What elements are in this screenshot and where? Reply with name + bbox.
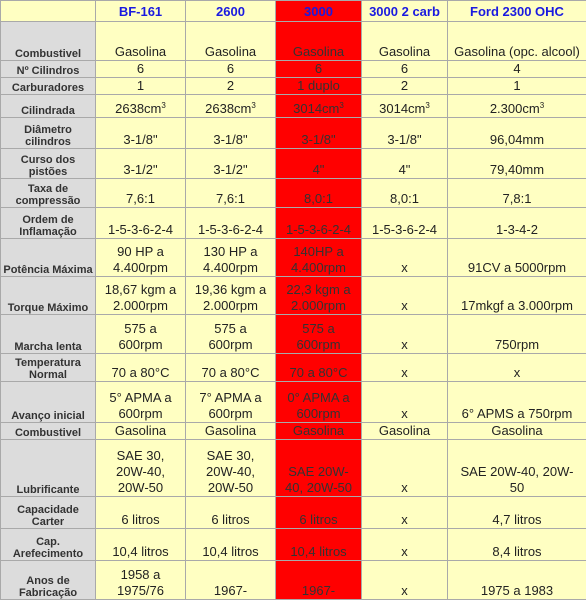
spec-cell-value: x [401,583,408,598]
spec-cell [96,208,186,239]
spec-cell [448,314,586,353]
spec-cell-value: 3014cm [293,100,340,116]
spec-cell-value: 6 [226,60,235,76]
spec-cell [96,117,186,149]
row-label: Carburadores [1,77,96,94]
spec-cell [96,22,186,61]
row-label: Combustivel [1,22,96,61]
spec-cell-value: 2638cm [115,100,162,116]
spec-cell [186,208,276,239]
spec-cell [448,561,586,600]
spec-cell [362,60,448,77]
spec-cell [186,60,276,77]
column-header-3000-2carb: 3000 2 carb [362,1,448,22]
spec-cell [448,117,586,149]
spec-cell-value: x [401,297,408,313]
spec-cell-value: 10,4 litros [112,544,169,560]
spec-cell-value: 575 a 600rpm [208,320,253,352]
spec-cell [276,497,362,529]
spec-cell-value: 17mkgf a 3.000rpm [460,297,573,313]
spec-cell-value: Gasolina [292,423,345,439]
row-label: Anos de Fabricação [1,561,96,600]
spec-cell [96,149,186,179]
spec-cell-value: 4" [398,161,411,177]
spec-cell-value: x [401,336,408,352]
spec-cell-value: Gasolina [292,43,345,59]
spec-row [1,208,586,239]
spec-cell [448,277,586,315]
spec-cell [96,314,186,353]
spec-cell-value: 10,4 litros [202,544,259,560]
spec-cell [362,277,448,315]
spec-cell-value: 4,7 litros [492,511,542,527]
spec-cell [448,77,586,94]
spec-cell-value: 91CV a 5000rpm [467,260,567,276]
spec-cell [362,22,448,61]
spec-cell-value: SAE 20W- 40, 20W-50 [285,464,352,496]
spec-cell [362,497,448,529]
spec-cell-value: 1 [136,78,145,94]
cubic-superscript: 3 [161,100,166,110]
spec-cell-value: Gasolina [114,423,167,439]
spec-cell-value: x [401,260,408,276]
spec-cell [186,277,276,315]
spec-cell-value: 8,0:1 [390,191,419,207]
spec-cell-value: 6 litros [211,511,250,527]
spec-cell [276,353,362,381]
spec-cell [186,353,276,381]
spec-cell-value: 6° APMS a 750rpm [461,405,573,421]
spec-cell [96,277,186,315]
spec-cell [362,77,448,94]
row-label: Potência Máxima [1,238,96,277]
spec-cell-value: 3-1/8" [301,132,336,148]
spec-cell-value: 10,4 litros [290,544,347,560]
row-label: Curso dos pistões [1,149,96,179]
spec-cell-value: 8,4 litros [492,544,542,560]
row-label: Torque Máximo [1,277,96,315]
spec-row [1,22,586,61]
spec-cell-value: 2 [400,78,409,94]
spec-cell [448,440,586,497]
spec-cell-value: x [513,365,521,381]
row-label: Lubrificante [1,440,96,497]
spec-cell [362,117,448,149]
spec-cell-value: 3014cm [379,100,426,116]
spec-cell-value: x [401,511,408,527]
spec-row [1,77,586,94]
spec-cell [96,238,186,277]
spec-cell-value: 1958 a 1975/76 [117,567,164,598]
spec-cell-value: 3-1/2" [123,161,158,177]
spec-cell-value: 3-1/8" [123,132,158,148]
spec-cell-value: 575 a 600rpm [296,320,341,352]
spec-cell [276,178,362,208]
spec-cell [276,77,362,94]
spec-cell-value: 1-5-3-6-2-4 [285,221,352,237]
spec-cell [448,238,586,277]
spec-cell [186,440,276,497]
spec-cell [276,238,362,277]
spec-cell-value: 1967- [213,583,248,598]
cubic-superscript: 3 [539,100,545,110]
spec-cell [96,561,186,600]
spec-cell-value: 4 [513,60,521,76]
spec-cell [96,497,186,529]
spec-cell [448,382,586,423]
spec-cell [186,497,276,529]
column-header-2600: 2600 [186,1,276,22]
spec-cell-value: 2 [226,78,235,94]
spec-cell [362,238,448,277]
spec-cell-value: 70 a 80°C [111,365,170,381]
spec-cell [96,353,186,381]
spec-cell-value: 3-1/2" [213,161,248,177]
cubic-superscript: 3 [251,100,256,110]
spec-row [1,117,586,149]
spec-cell [276,95,362,117]
spec-cell-value: 3-1/8" [387,132,422,148]
spec-cell-value: SAE 20W-40, 20W- 50 [460,464,574,496]
spec-row [1,353,586,381]
spec-cell [186,422,276,439]
spec-cell-value: 3-1/8" [213,132,248,148]
spec-cell-value: 575 a 600rpm [118,320,163,352]
row-label: Marcha lenta [1,314,96,353]
spec-cell-value: 1-5-3-6-2-4 [197,221,264,237]
spec-cell [96,528,186,561]
spec-cell [276,422,362,439]
spec-cell [186,238,276,277]
spec-cell [448,422,586,439]
spec-cell-value: 5° APMA a 600rpm [109,389,172,421]
spec-cell [448,95,586,117]
spec-cell-value: x [401,480,408,496]
spec-cell-value: 90 HP a 4.400rpm [113,244,168,276]
spec-cell [276,208,362,239]
spec-cell [362,149,448,179]
spec-cell-value: 7,6:1 [126,191,155,207]
spec-cell-value: Gasolina [378,423,431,439]
spec-cell [448,60,586,77]
spec-cell [276,149,362,179]
spec-cell [448,149,586,179]
spec-cell-value: 750rpm [494,336,540,352]
spec-cell-value: Gasolina [378,43,431,59]
spec-cell-value: 1 [513,78,521,94]
spec-cell [186,22,276,61]
spec-cell-value: 7° APMA a 600rpm [199,389,262,421]
spec-cell [186,528,276,561]
spec-row [1,497,586,529]
spec-row [1,528,586,561]
spec-row [1,277,586,315]
spec-cell [276,528,362,561]
spec-cell [448,497,586,529]
row-label: Combustivel [1,422,96,439]
spec-cell-value: SAE 30, 20W-40, 20W-50 [116,448,165,496]
spec-cell [276,440,362,497]
spec-cell [276,561,362,600]
spec-cell-value: SAE 30, 20W-40, 20W-50 [206,448,255,496]
spec-cell [448,353,586,381]
row-label: Cilindrada [1,95,96,117]
spec-cell-value: 1-3-4-2 [496,221,538,237]
spec-cell-value: 70 a 80°C [201,365,260,381]
header-row [1,1,586,22]
row-label: Capacidade Carter [1,497,96,529]
spec-cell [186,561,276,600]
spec-cell [362,422,448,439]
spec-cell-value: 1-5-3-6-2-4 [371,221,438,237]
spec-cell [448,528,586,561]
spec-cell-value: 70 a 80°C [289,365,348,381]
spec-cell-value: 6 [136,60,145,76]
spec-cell-value: 8,0:1 [304,191,333,207]
spec-cell-value: 7,6:1 [216,191,245,207]
spec-cell-value: x [401,544,408,560]
header-corner [1,1,96,22]
spec-cell [186,314,276,353]
spec-cell [96,422,186,439]
spec-cell [362,440,448,497]
spec-row [1,440,586,497]
spec-row [1,382,586,423]
cubic-superscript: 3 [339,100,344,110]
spec-cell-value: 6 [400,60,409,76]
spec-cell [362,208,448,239]
row-label: Nº Cilindros [1,60,96,77]
spec-cell [186,95,276,117]
spec-cell-value: 1967- [301,583,336,598]
spec-cell [96,77,186,94]
spec-cell-value: 2638cm [205,100,252,116]
spec-cell [362,314,448,353]
spec-cell-value: 7,8:1 [502,191,532,207]
row-label: Cap. Arefecimento [1,528,96,561]
spec-cell [186,382,276,423]
spec-cell-value: 19,36 kgm a 2.000rpm [194,281,267,313]
spec-cell [448,178,586,208]
spec-cell-value: 79,40mm [489,161,545,177]
spec-cell [186,117,276,149]
spec-cell-value: 4" [312,161,325,177]
row-label: Temperatura Normal [1,353,96,381]
spec-cell [276,314,362,353]
spec-cell-value: 6 litros [121,511,160,527]
spec-cell-value: 6 [314,60,323,76]
spec-cell-value: 6 litros [299,511,338,527]
spec-cell [362,178,448,208]
cubic-superscript: 3 [425,100,430,110]
spec-cell [96,95,186,117]
spec-cell [186,149,276,179]
spec-cell-value: 22,3 kgm a 2.000rpm [286,281,351,313]
spec-cell [276,382,362,423]
spec-cell [96,60,186,77]
spec-cell-value: 0° APMA a 600rpm [287,389,350,421]
spec-cell [276,22,362,61]
spec-cell [362,353,448,381]
spec-cell [96,382,186,423]
column-header-bf161: BF-161 [96,1,186,22]
spec-cell-value: x [401,365,408,381]
spec-cell-value: Gasolina [491,423,543,439]
spec-cell-value: 2.300cm [489,100,540,116]
column-header-ford-2300: Ford 2300 OHC [448,1,586,22]
spec-cell [276,60,362,77]
spec-cell-value: 1-5-3-6-2-4 [107,221,174,237]
spec-cell-value: 18,67 kgm a 2.000rpm [104,281,177,313]
spec-cell [276,117,362,149]
spec-row [1,178,586,208]
spec-cell-value: Gasolina [204,43,257,59]
spec-row [1,561,586,600]
spec-cell-value: Gasolina [114,43,167,59]
spec-row [1,238,586,277]
spec-cell-value: 1975 a 1983 [480,583,554,598]
spec-cell-value: x [401,405,408,421]
spec-cell-value: 130 HP a 4.400rpm [203,244,258,276]
spec-cell [96,440,186,497]
spec-row [1,95,586,117]
row-label: Ordem de Inflamação [1,208,96,239]
spec-cell [362,528,448,561]
row-label: Diâmetro cilindros [1,117,96,149]
spec-cell [362,382,448,423]
spec-cell-value: 96,04mm [489,132,545,148]
spec-cell [362,95,448,117]
spec-cell [448,208,586,239]
spec-row [1,422,586,439]
spec-cell-value: 1 duplo [297,78,340,94]
spec-cell [362,561,448,600]
spec-row [1,314,586,353]
spec-cell [96,178,186,208]
row-label: Taxa de compressão [1,178,96,208]
spec-cell [276,277,362,315]
spec-cell-value: 140HP a 4.400rpm [291,244,346,276]
spec-cell-value: Gasolina [204,423,257,439]
spec-cell [448,22,586,61]
spec-row [1,149,586,179]
spec-cell-value: Gasolina (opc. alcool) [454,43,580,59]
spec-cell [186,178,276,208]
spec-cell [186,77,276,94]
column-header-3000: 3000 [276,1,362,22]
spec-row [1,60,586,77]
row-label: Avanço inicial [1,382,96,423]
